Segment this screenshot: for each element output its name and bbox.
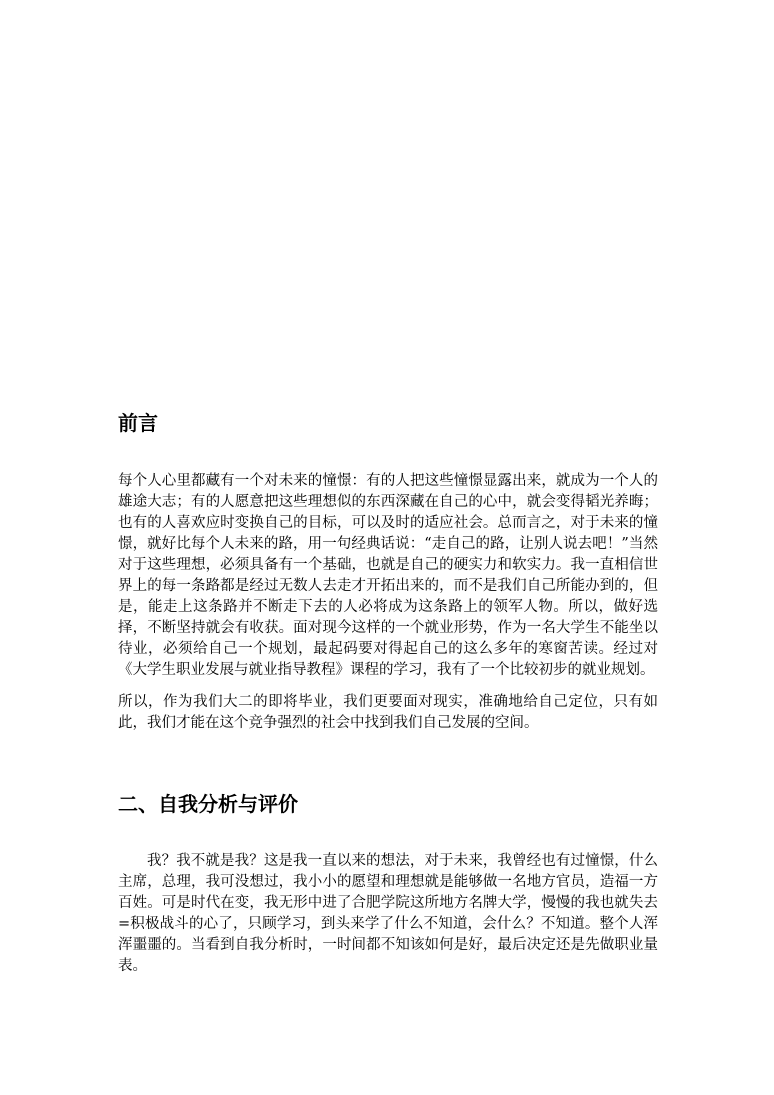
self-analysis-paragraph-1: 我？我不就是我？这是我一直以来的想法，对于未来，我曾经也有过憧憬，什么主席，总理，我可没想过，我小小的愿望和理想就是能够做一名地方官员，造福一方百姓。可是时代在变，我无形中进了合肥学院这所地方名牌大学，慢慢的我也就失去=积极战斗的心了，只顾学习，到头来学了什么不知道，会什么？不知道。整个人浑浑噩噩的。当看到自我分析时，一时间都不知该如何是好，最后决定还是先做职业量表。 bbox=[118, 853, 658, 974]
section-heading-preface: 前言 bbox=[118, 411, 158, 435]
preface-paragraph-2: 所以，作为我们大二的即将毕业，我们更要面对现实，准确地给自己定位，只有如此，我们才能在这个竞争强烈的社会中找到我们自己发展的空间。 bbox=[118, 694, 658, 731]
preface-paragraph-1: 每个人心里都藏有一个对未来的憧憬：有的人把这些憧憬显露出来，就成为一个人的雄途大志；有的人愿意把这些理想似的东西深藏在自己的心中，就会变得韬光养晦；也有的人喜欢应时变换自己的目标，可以及时的适应社会。总而言之，对于未来的憧憬，就好比每个人未来的路，用一句经典话说：“走自己的路，让别人说去吧！”当然对于这些理想，必须具备有一个基础，也就是自己的硬实力和软实力。我一直相信世界上的每一条路都是经过无数人去走才开拓出来的，而不是我们自己所能办到的，但是，能走上这条路并不断走下去的人必将成为这条路上的领军人物。所以，做好选择，不断坚持就会有收获。面对现今这样的一个就业形势，作为一名大学生不能坐以待业，必须给自己一个规划，最起码要对得起自己的这么多年的寒窗苦读。经过对《大学生职业发展与就业指导教程》课程的学习，我有了一个比较初步的就业规划。 bbox=[118, 473, 658, 678]
section-heading-self-analysis: 二、自我分析与评价 bbox=[118, 792, 298, 816]
